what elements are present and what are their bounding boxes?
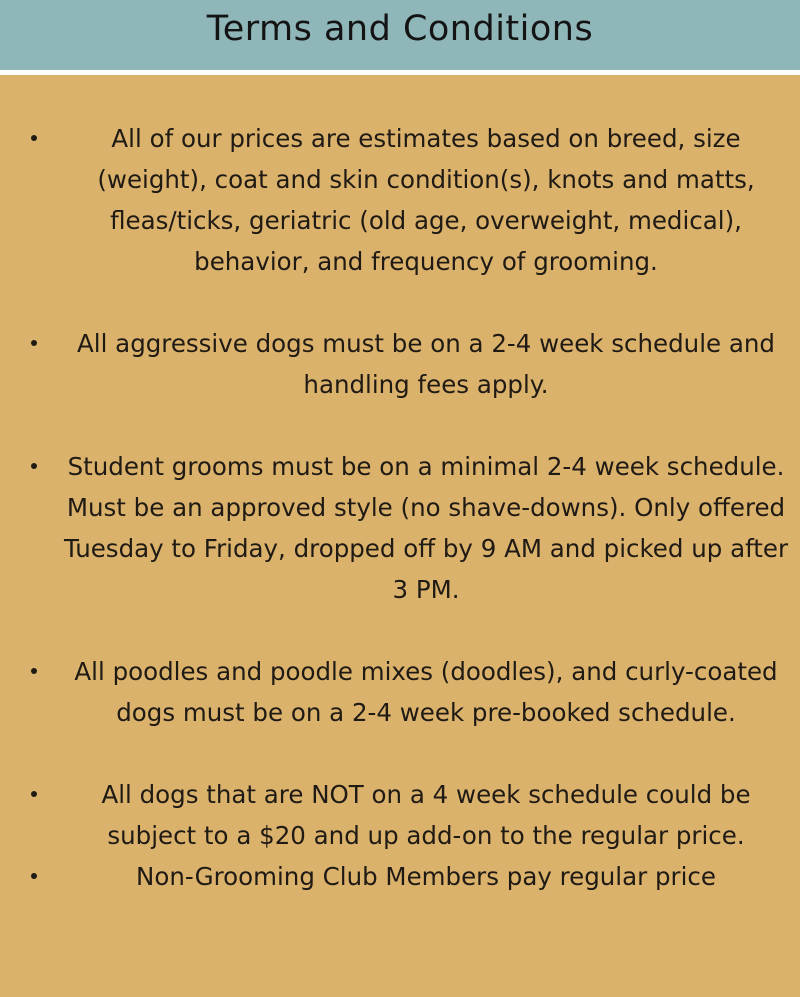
bullet-icon bbox=[31, 463, 37, 469]
term-item-student-grooms bbox=[28, 446, 794, 610]
bullet-icon bbox=[31, 340, 37, 346]
bullet-icon bbox=[31, 668, 37, 674]
term-text: Student grooms must be on a minimal 2-4 week schedule. Must be an approved style (no shave-downs). Only offered Tuesday to Friday, dropped off by 9 AM and picked up after 3 PM. bbox=[63, 452, 789, 604]
page-title: Terms and Conditions bbox=[206, 9, 594, 49]
header-divider bbox=[0, 70, 800, 75]
term-item-pricing bbox=[28, 118, 794, 282]
term-text: Non-Grooming Club Members pay regular price bbox=[136, 862, 716, 891]
bullet-icon bbox=[31, 791, 37, 797]
term-text: All of our prices are estimates based on breed, size (weight), coat and skin condition(s), knots and matts, fleas/ticks, geriatric (old age, overweight, medical), behavior, and frequency of grooming. bbox=[97, 124, 755, 276]
term-item-non-members bbox=[28, 856, 794, 897]
term-text: All aggressive dogs must be on a 2-4 week schedule and handling fees apply. bbox=[77, 329, 775, 399]
bullet-icon bbox=[31, 873, 37, 879]
header-banner bbox=[0, 0, 800, 70]
bullet-icon bbox=[31, 135, 37, 141]
term-item-schedule-addon bbox=[28, 774, 794, 856]
term-item-poodles bbox=[28, 651, 794, 733]
term-text: All dogs that are NOT on a 4 week schedule could be subject to a $20 and up add-on to the regular price. bbox=[101, 780, 751, 850]
terms-list bbox=[28, 118, 794, 897]
term-item-aggressive-dogs bbox=[28, 323, 794, 405]
term-text: All poodles and poodle mixes (doodles), and curly-coated dogs must be on a 2-4 week pre-booked schedule. bbox=[74, 657, 778, 727]
